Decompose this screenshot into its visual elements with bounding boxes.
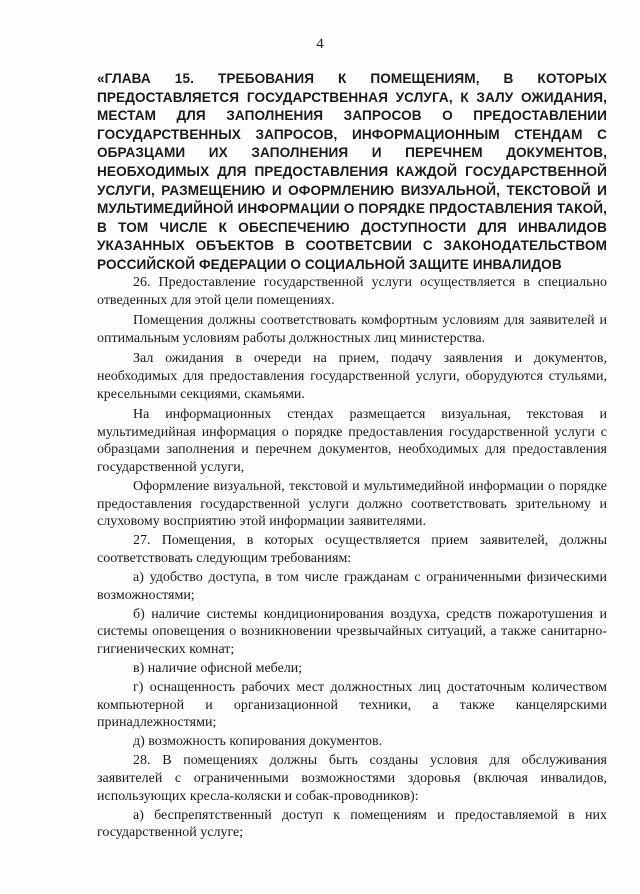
paragraph-info-design: Оформление визуальной, текстовой и мультимедийной информации о порядке предоставления государственной услуги должно соответствовать зрительному и слуховому восприятию этой информации заявителями. xyxy=(97,479,607,530)
paragraph-28: 28. В помещениях должны быть созданы условия для обслуживания заявителей с ограниченными возможностями здоровья (включая инвалидов, использующих кресла-коляски и собак-проводников): xyxy=(97,753,607,804)
paragraph-premises: Помещения должны соответствовать комфортным условиям для заявителей и оптимальным условиям работы должностных лиц министерства. xyxy=(97,313,607,346)
list-item-v: в) наличие офисной мебели; xyxy=(133,660,303,676)
paragraph-26: 26. Предоставление государственной услуги осуществляется в специально отведенных для этой цели помещениях. xyxy=(97,275,607,308)
list-item-d: д) возможность копирования документов. xyxy=(133,734,383,750)
chapter-heading: «ГЛАВА 15. ТРЕБОВАНИЯ К ПОМЕЩЕНИЯМ, В КОТОРЫХ ПРЕДОСТАВЛЯЕТСЯ ГОСУДАРСТВЕННАЯ УСЛУГА, К ЗАЛУ ОЖИДАНИЯ, МЕСТАМ ДЛЯ ЗАПОЛНЕНИЯ ЗАПРОСОВ О ПРЕДОСТАВЛЕНИИ ГОСУДАРСТВЕННЫХ ЗАПРОСОВ, ИНФОРМАЦИОННЫМ СТЕНДАМ С ОБРАЗЦАМИ ИХ ЗАПОЛНЕНИЯ И ПЕРЕЧНЕМ ДОКУМЕНТОВ, НЕОБХОДИМЫХ ДЛЯ ПРЕДОСТАВЛЕНИЯ КАЖДОЙ ГОСУДАРСТВЕННОЙ УСЛУГИ, РАЗМЕЩЕНИЮ И ОФОРМЛЕНИЮ ВИЗУАЛЬНОЙ, ТЕКСТОВОЙ И МУЛЬТИМЕДИЙНОЙ ИНФОРМАЦИИ О ПОРЯДКЕ ПРДОСТАВЛЕНИЯ ТАКОЙ, В ТОМ ЧИСЛЕ К ОБЕСПЕЧЕНИЮ ДОСТУПНОСТИ ДЛЯ ИНВАЛИДОВ УКАЗАННЫХ ОБЪЕКТОВ В СООТВЕТСВИИ С ЗАКОНОДАТЕЛЬСТВОМ РОССИЙСКОЙ ФЕДЕРАЦИИ О СОЦИАЛЬНОЙ ЗАЩИТЕ ИНВАЛИДОВ xyxy=(97,71,607,272)
paragraph-waiting-hall: Зал ожидания в очереди на прием, подачу заявления и документов, необходимых для предоставления государственной услуги, оборудуются стульями, кресельными секциями, скамьями. xyxy=(97,351,607,402)
list-item-a: а) удобство доступа, в том числе гражданам с ограниченными физическими возможностями; xyxy=(97,570,607,603)
page-number: 4 xyxy=(316,36,324,52)
paragraph-info-stands: На информационных стендах размещается визуальная, текстовая и мультимедийная информация о порядке предоставления государственной услуги с образцами заполнения и перечнем документов, необходимых для предоставления государственной услуги, xyxy=(97,407,607,475)
paragraph-27: 27. Помещения, в которых осуществляется прием заявителей, должны соответствовать следующим требованиям: xyxy=(97,533,607,566)
list-item-g: г) оснащенность рабочих мест должностных лиц достаточным количеством компьютерной и организационной техники, а также канцелярскими принадлежностями; xyxy=(97,680,607,731)
list-item-b: б) наличие системы кондиционирования воздуха, средств пожаротушения и системы оповещения о возникновении чрезвычайных ситуаций, а также санитарно-гигиенических комнат; xyxy=(97,606,607,657)
list-item-a-28: а) беспрепятственный доступ к помещениям и предоставляемой в них государственной услуге; xyxy=(97,807,607,841)
document-body xyxy=(97,274,607,843)
